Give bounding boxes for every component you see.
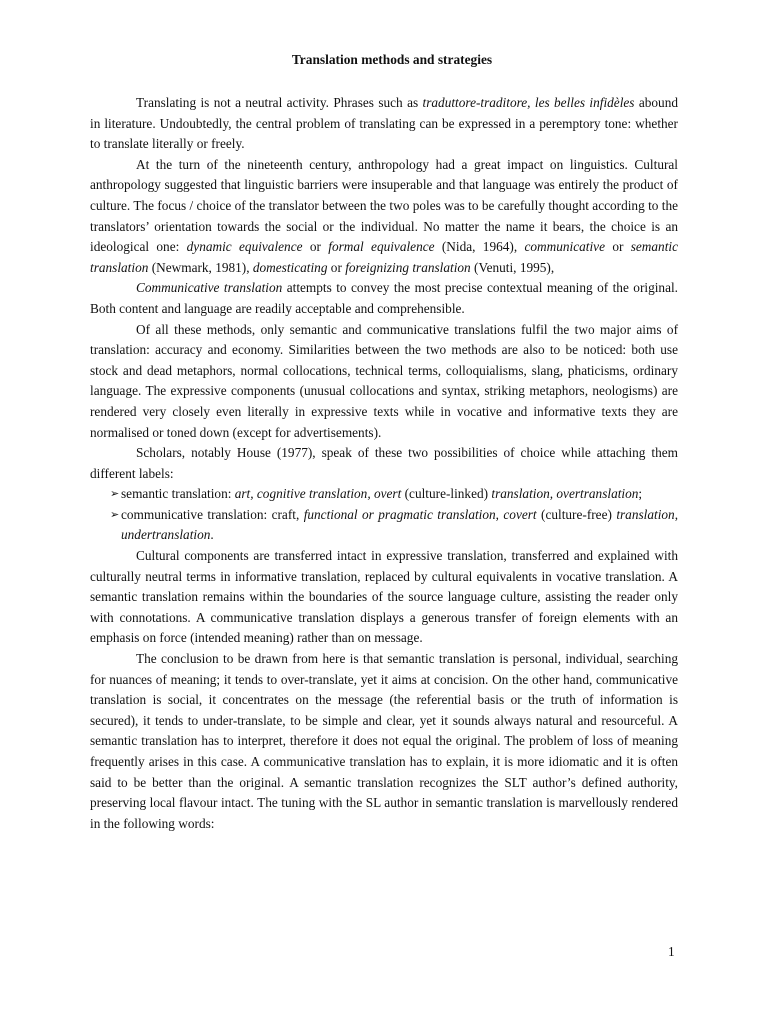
- b2-text: .: [210, 527, 214, 543]
- b1-text: ;: [638, 486, 643, 502]
- p2-text: (Newmark, 1981),: [148, 259, 253, 275]
- p1-text: Translating is not a neutral activity. Phrases such as: [136, 95, 423, 110]
- b2-term: functional or pragmatic translation: [303, 506, 496, 522]
- p2-text: (Nida, 1964),: [434, 239, 525, 255]
- paragraph-4: Of all these methods, only semantic and communicative translations fulfil the two major aims of translation: accuracy and economy. Similarities between the two methods are also to be noticed: both use stock and dead metaphors, normal collocations, technical terms, colloquialisms, slang, phaticisms, ordinary language. The expressive components (unusual collocations and syntax, striking metaphors, neologisms) are rendered very closely even literally in expressive texts while in vocative and informative texts they are normalised or toned down (except for advertisements).: [90, 321, 678, 440]
- p1-italic: traduttore-traditore, les belles infidèles: [422, 95, 635, 110]
- list-item-semantic: [90, 484, 678, 505]
- p3-text: attempts to convey the most precise contextual meaning of the original. Both content and language are readily acceptable and comprehensible.: [90, 280, 678, 316]
- p3-term: Communicative translation: [136, 280, 283, 296]
- paragraph-6: Cultural components are transferred intact in expressive translation, transferred and explained with culturally neutral terms in informative translation, replaced by cultural equivalents in vocative translation. A semantic translation remains within the boundaries of the source language culture, assisting the reader only with connotations. A communicative translation displays a generous transfer of foreign elements with an emphasis on force (intended meaning) rather than on message.: [90, 548, 678, 646]
- arrow-bullet-icon: ➢: [110, 487, 120, 501]
- document-title: Translation methods and strategies: [291, 52, 493, 67]
- p2-term: semantic translation: [90, 239, 678, 275]
- p2-term: dynamic equivalence: [186, 239, 303, 255]
- p2-text: or: [302, 239, 329, 255]
- p1-text: abound in literature. Undoubtedly, the central problem of translating can be expressed in a peremptory tone: whether to translate literally or freely.: [90, 95, 678, 152]
- paragraph-2: [90, 155, 678, 279]
- b1-term: art, cognitive translation, overt: [234, 486, 402, 502]
- b1-text: (culture-linked): [401, 486, 492, 502]
- p2-text: (Venuti, 1995),: [470, 259, 555, 275]
- b2-text: ,: [674, 506, 679, 522]
- p2-term: foreignizing translation: [345, 259, 471, 275]
- paragraph-5: Scholars, notably House (1977), speak of these two possibilities of choice while attaching them different labels:: [90, 445, 678, 481]
- p2-text: or: [604, 239, 631, 255]
- paragraph-7: The conclusion to be drawn from here is that semantic translation is personal, individual, searching for nuances of meaning; it tends to over-translate, yet it aims at concision. On the other hand, communicative translation is social, it concentrates on the message (the referential basis or the truth of information is secured), it tends to under-translate, to be simple and clear, yet it sounds always natural and resourceful. A semantic translation has to interpret, therefore it does not equal the original. The problem of loss of meaning frequently arises in this case. A communicative translation has to explain, it is more idiomatic and it is often said to be better than the original. A semantic translation recognizes the SLT author’s defined authority, preserving local flavour intact. The tuning with the SL author in semantic translation is marvellously rendered in the following words:: [90, 651, 678, 831]
- page-number: 1: [668, 944, 675, 959]
- b2-term: undertranslation: [121, 527, 211, 543]
- b1-term: translation, overtranslation: [491, 486, 639, 502]
- labels-list: [90, 484, 678, 546]
- b2-text: (culture-free): [536, 506, 617, 522]
- paragraph-3: [90, 278, 678, 319]
- p2-term: communicative: [524, 239, 605, 255]
- arrow-bullet-icon: ➢: [110, 507, 120, 521]
- p2-text: At the turn of the nineteenth century, anthropology had a great impact on linguistics. Cultural anthropology suggested that linguistic barriers were insuperable and that language was entirely the product of culture. The focus / choice of the translator between the two poles was to be carefully thought according to the translators’ orientation towards the social or the individual. No matter the name it bears, the choice is an ideological one:: [90, 156, 678, 255]
- p2-text: or: [327, 259, 346, 275]
- b2-term: translation: [616, 506, 675, 522]
- p2-term: formal equivalence: [328, 239, 435, 255]
- p2-term: domesticating: [252, 259, 328, 275]
- b2-text: ,: [495, 506, 504, 522]
- document-body: [90, 93, 678, 834]
- b2-text: communicative translation: craft,: [121, 506, 304, 522]
- list-item-communicative: [90, 505, 678, 546]
- b2-term: covert: [503, 506, 537, 522]
- paragraph-1: [90, 93, 678, 155]
- b1-text: semantic translation:: [121, 486, 235, 502]
